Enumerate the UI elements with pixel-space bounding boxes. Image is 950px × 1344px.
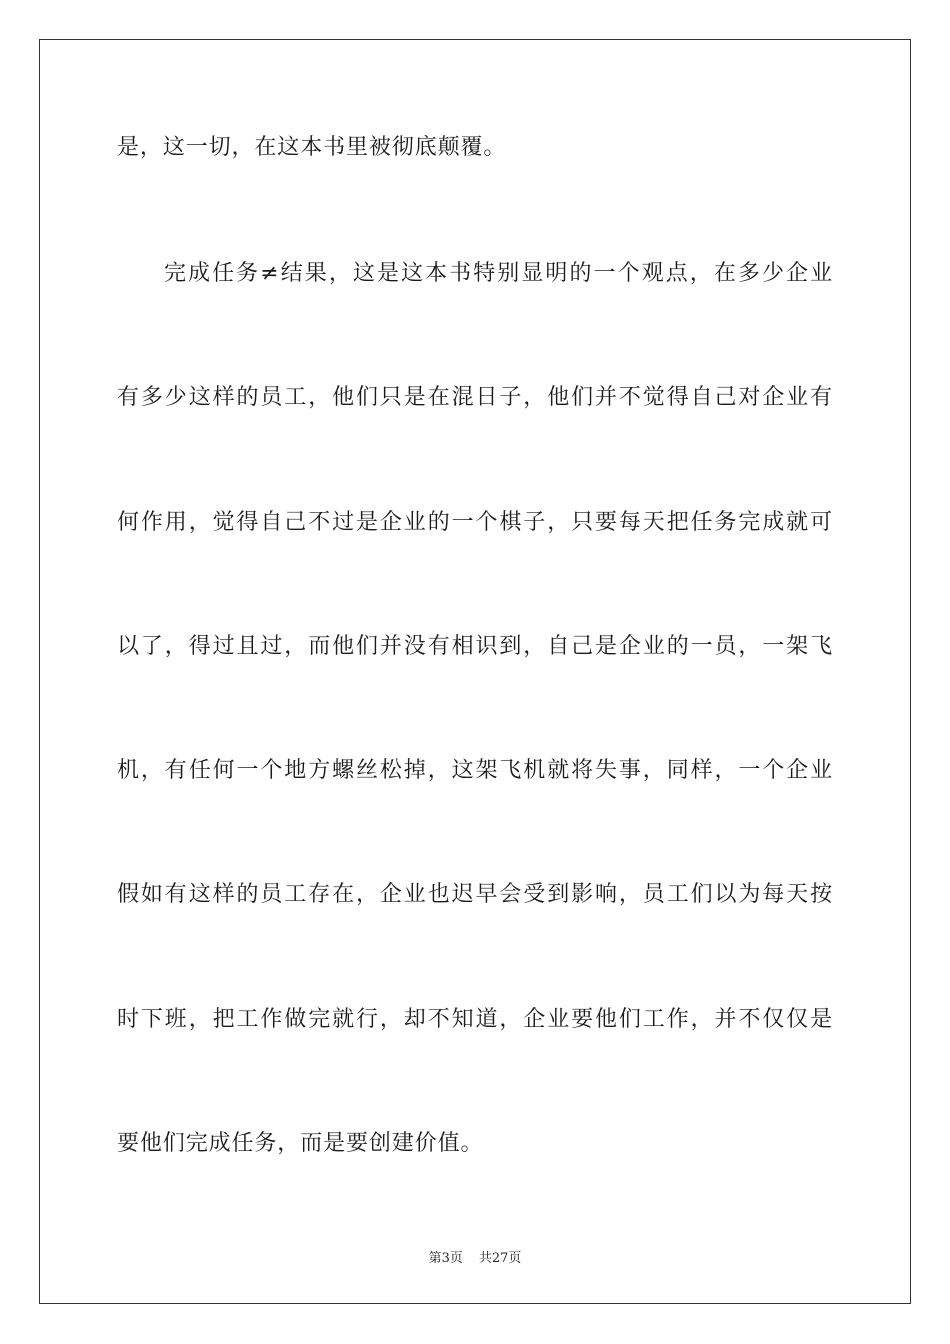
text-line: 以了，得过且过，而他们并没有相识到，自己是企业的一员，一架飞 xyxy=(117,634,833,659)
text-line: 机，有任何一个地方螺丝松掉，这架飞机就将失事，同样，一个企业 xyxy=(117,758,833,783)
paragraph-first-line: 完成任务≠结果，这是这本书特别显明的一个观点，在多少企业 xyxy=(164,261,833,286)
text-line: 是，这一切，在这本书里被彻底颠覆。 xyxy=(117,135,507,160)
text-line: 要他们完成任务，而是要创建价值。 xyxy=(117,1131,484,1156)
page-number: 第3页 xyxy=(428,1251,463,1266)
page-total: 共27页 xyxy=(478,1251,522,1266)
text-line: 时下班，把工作做完就行，却不知道，企业要他们工作，并不仅仅是 xyxy=(117,1007,833,1032)
page-frame xyxy=(39,39,911,1304)
text-line: 何作用，觉得自己不过是企业的一个棋子，只要每天把任务完成就可 xyxy=(117,510,833,535)
text-line: 假如有这样的员工存在，企业也迟早会受到影响，员工们以为每天按 xyxy=(117,882,833,907)
page-footer xyxy=(0,1247,950,1266)
text-line: 有多少这样的员工，他们只是在混日子，他们并不觉得自己对企业有 xyxy=(117,385,833,410)
